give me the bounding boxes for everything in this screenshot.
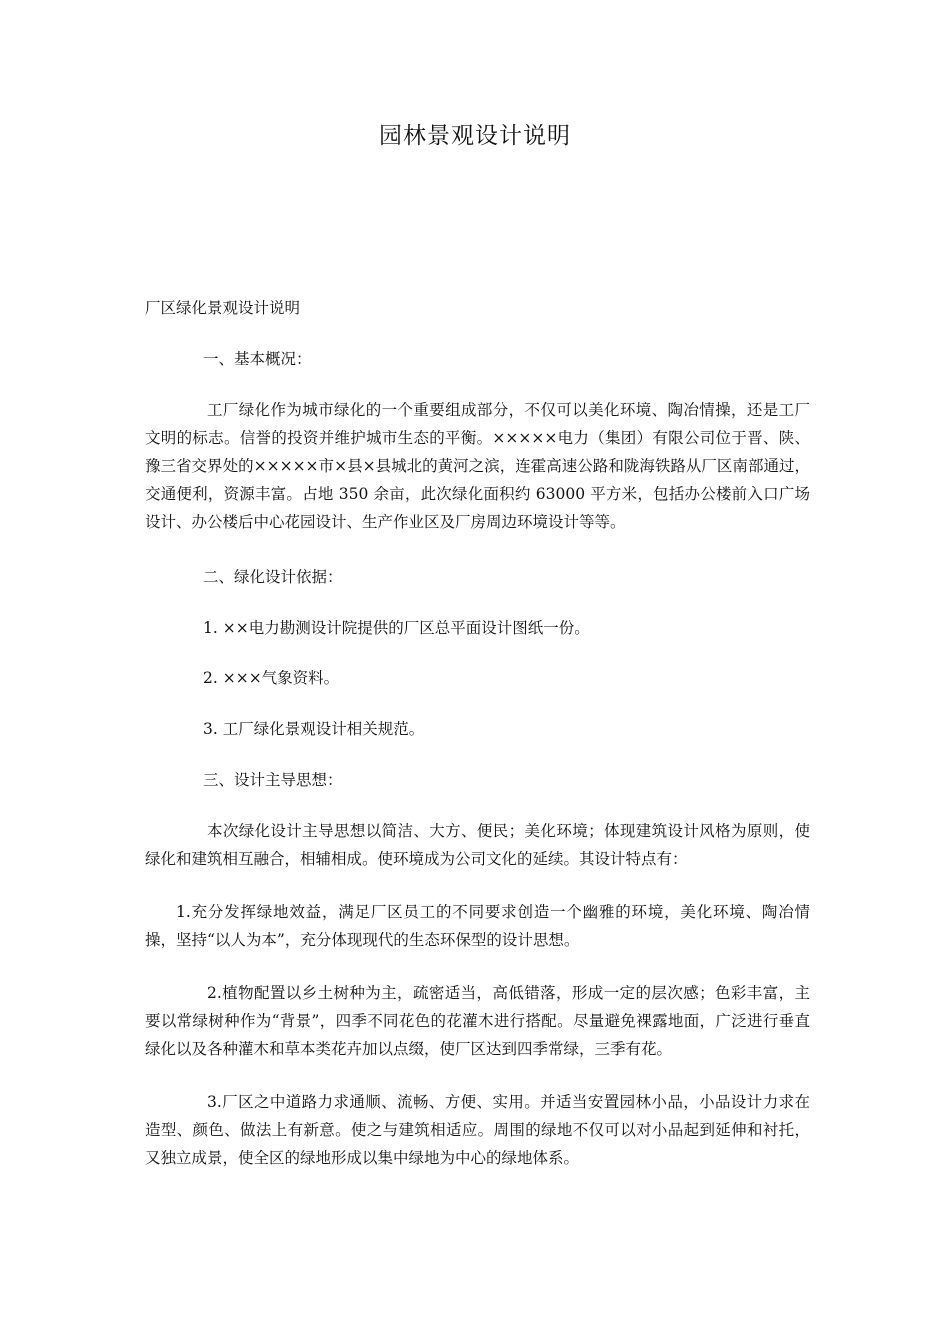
paragraph-point-3: 3.厂区之中道路力求通顺、流畅、方便、实用。并适当安置园林小品，小品设计力求在造型、颜色、做法上有新意。使之与建筑相适应。周围的绿地不仅可以对小品起到延伸和衬托，又独立成景，使全区的绿地形成以集中绿地为中心的绿地体系。 <box>145 1093 810 1167</box>
list-item: 2. ×××气象资料。 <box>203 669 340 687</box>
section-heading-2: 二、绿化设计依据： <box>203 568 343 586</box>
section-heading-1: 一、基本概况： <box>203 350 312 368</box>
list-item: 1. ××电力勘测设计院提供的厂区总平面设计图纸一份。 <box>203 619 590 637</box>
section-heading-3: 三、设计主导思想： <box>203 771 343 789</box>
paragraph-design-idea: 本次绿化设计主导思想以简洁、大方、便民；美化环境；体现建筑设计风格为原则，使绿化和建筑相互融合，相辅相成。使环境成为公司文化的延续。其设计特点有： <box>145 822 810 868</box>
paragraph-overview: 工厂绿化作为城市绿化的一个重要组成部分，不仅可以美化环境、陶冶情操，还是工厂文明的标志。信誉的投资并维护城市生态的平衡。×××××电力（集团）有限公司位于晋、陕、豫三省交界处的×××××市×县×县城北的黄河之滨，连霍高速公路和陇海铁路从厂区南部通过，交通便利，资源丰富。占地 350 余亩，此次绿化面积约 63000 平方米，包括办公楼前入口广场设计、办公楼后中心花园设计、生产作业区及厂房周边环境设计等等。 <box>145 401 810 531</box>
list-item: 3. 工厂绿化景观设计相关规范。 <box>203 720 425 738</box>
paragraph-point-2: 2.植物配置以乡土树种为主，疏密适当，高低错落，形成一定的层次感；色彩丰富，主要以常绿树种作为“背景”，四季不同花色的花灌木进行搭配。尽量避免裸露地面，广泛进行垂直绿化以及各种灌木和草本类花卉加以点缀，使厂区达到四季常绿，三季有花。 <box>145 984 810 1058</box>
paragraph-point-1: 1.充分发挥绿地效益，满足厂区员工的不同要求创造一个幽雅的环境，美化环境、陶冶情操，坚持“以人为本”，充分体现现代的生态环保型的设计思想。 <box>145 903 810 949</box>
section-subtitle: 厂区绿化景观设计说明 <box>145 299 301 317</box>
document-title: 园林景观设计说明 <box>379 123 571 149</box>
